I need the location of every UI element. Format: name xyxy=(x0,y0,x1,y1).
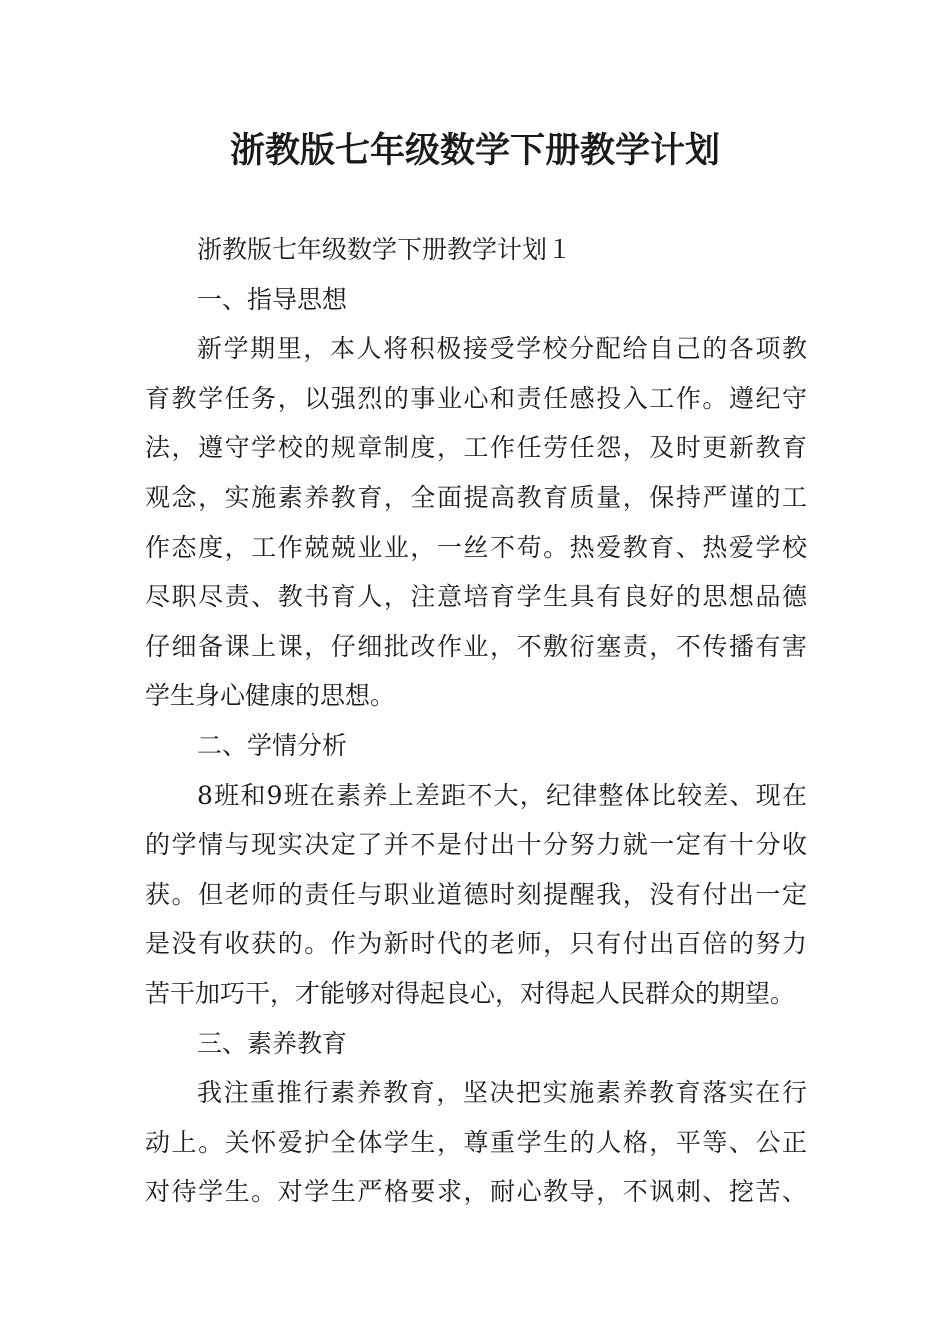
paragraph-line: 尽职尽责、教书育人，注意培育学生具有良好的思想品德 xyxy=(145,582,807,612)
section-heading-learning-analysis: 二、学情分析 xyxy=(197,730,348,760)
document-title: 浙教版七年级数学下册教学计划 xyxy=(229,130,720,171)
paragraph-line: 学生身心健康的思想。 xyxy=(145,681,396,711)
paragraph-line: 我注重推行素养教育，坚决把实施素养教育落实在行 xyxy=(197,1078,807,1108)
paragraph-line: 动上。关怀爱护全体学生，尊重学生的人格，平等、公正 xyxy=(145,1127,807,1157)
paragraph-line: 是没有收获的。作为新时代的老师，只有付出百倍的努力 xyxy=(145,929,807,959)
paragraph-line: 苦干加巧干，才能够对得起良心，对得起人民群众的期望。 xyxy=(145,978,796,1008)
paragraph-line: 获。但老师的责任与职业道德时刻提醒我，没有付出一定 xyxy=(145,879,807,909)
paragraph-line: 观念，实施素养教育，全面提高教育质量，保持严谨的工 xyxy=(145,482,807,512)
paragraph-line: 作态度，工作兢兢业业，一丝不苟。热爱教育、热爱学校 xyxy=(145,532,807,562)
paragraph-line: 对待学生。对学生严格要求，耐心教导，不讽刺、挖苦、 xyxy=(145,1177,807,1207)
paragraph-line: 8班和9班在素养上差距不大，纪律整体比较差、现在 xyxy=(197,780,807,810)
paragraph-line: 法，遵守学校的规章制度，工作任劳任怨，及时更新教育 xyxy=(145,433,807,463)
section-heading-guiding-ideology: 一、指导思想 xyxy=(197,284,348,314)
paragraph-line: 仔细备课上课，仔细批改作业，不敷衍塞责，不传播有害 xyxy=(145,631,807,661)
paragraph-line: 新学期里，本人将积极接受学校分配给自己的各项教 xyxy=(197,334,807,364)
paragraph-line: 育教学任务，以强烈的事业心和责任感投入工作。遵纪守 xyxy=(145,383,807,413)
document-subtitle: 浙教版七年级数学下册教学计划１ xyxy=(197,235,573,264)
paragraph-line: 的学情与现实决定了并不是付出十分努力就一定有十分收 xyxy=(145,830,807,860)
document-body xyxy=(145,225,807,1217)
section-heading-quality-education: 三、素养教育 xyxy=(197,1028,348,1058)
